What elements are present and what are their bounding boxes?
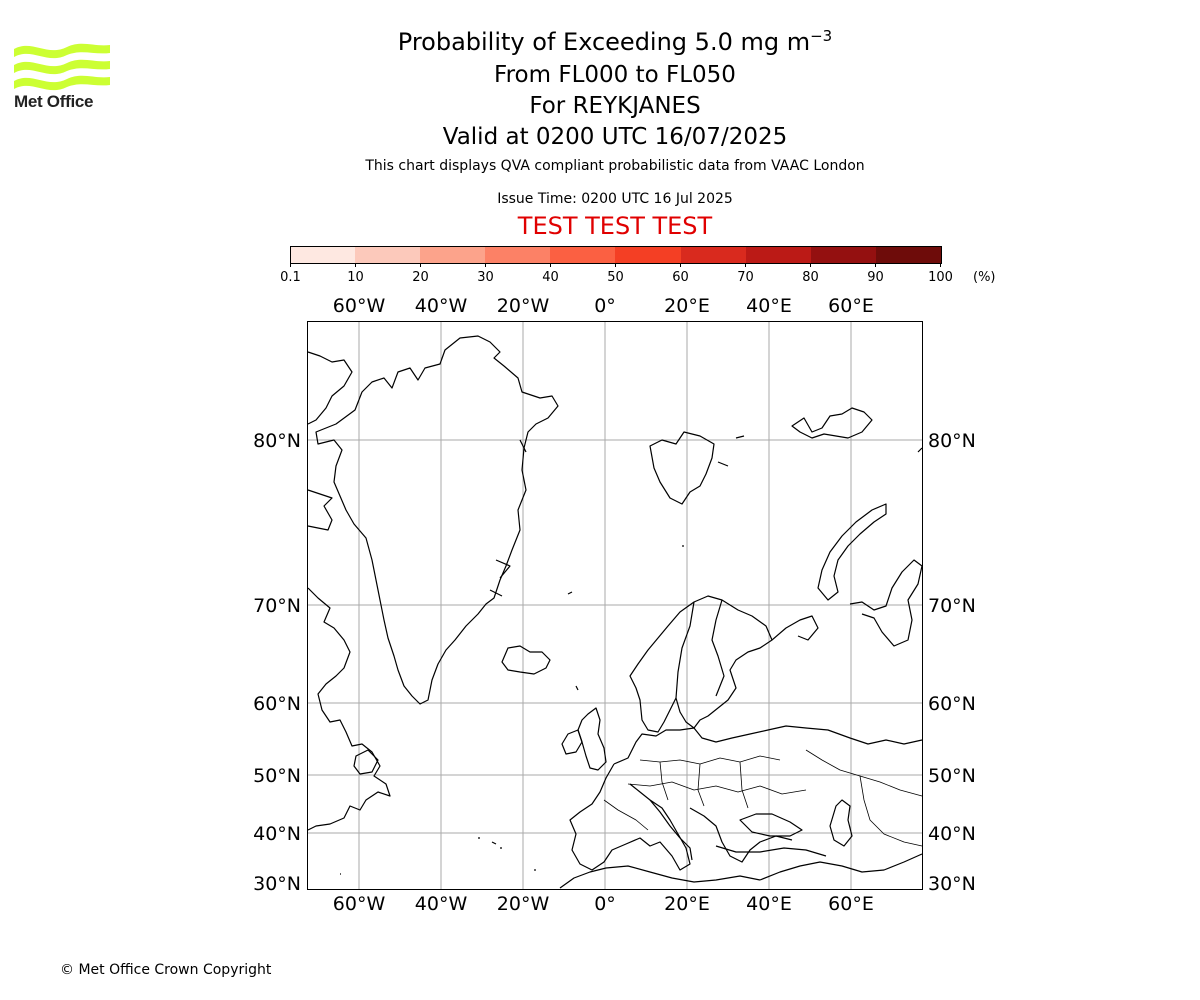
longitude-labels-top (333, 295, 874, 317)
latitude-label: 30°N (253, 873, 301, 895)
colorbar-tick-label: 90 (867, 270, 884, 285)
latitude-label: 40°N (253, 823, 301, 845)
latitude-labels-right (928, 430, 976, 895)
longitude-label: 40°W (414, 893, 468, 915)
copyright-notice: © Met Office Crown Copyright (60, 962, 272, 978)
longitude-labels-bottom (333, 893, 874, 915)
longitude-label: 0° (594, 295, 616, 317)
test-banner: TEST TEST TEST (517, 212, 713, 240)
azores (478, 838, 502, 848)
colorbar-tick-label: 100 (928, 270, 953, 285)
longitude-label: 40°E (746, 295, 792, 317)
longitude-label: 60°E (828, 295, 874, 317)
turkey (716, 846, 826, 856)
colorbar-tick-label: 80 (802, 270, 819, 285)
iceland-coast (502, 646, 550, 674)
met-office-wordmark: Met Office (14, 92, 94, 111)
colorbar-unit: (%) (973, 270, 996, 285)
latitude-label: 40°N (928, 823, 976, 845)
latitude-label: 30°N (928, 873, 976, 895)
flight-level-range: From FL000 to FL050 (494, 62, 736, 88)
greenland-fjords (490, 440, 526, 596)
europe-mainland (614, 726, 922, 764)
colorbar-tick-label: 70 (737, 270, 754, 285)
ireland-coast (562, 730, 582, 754)
latitude-label: 50°N (928, 765, 976, 787)
franz-josef-land (792, 408, 872, 438)
colorbar-tick-label: 40 (542, 270, 559, 285)
latitude-label: 70°N (928, 595, 976, 617)
longitude-label: 60°E (828, 893, 874, 915)
kola-white-sea (772, 616, 818, 640)
sweden-norway-border (676, 602, 694, 698)
longitude-label: 20°W (496, 893, 550, 915)
longitude-label: 0° (594, 893, 616, 915)
novaya-zemlya (818, 504, 886, 600)
longitude-label: 60°W (332, 893, 386, 915)
longitude-label: 20°E (664, 893, 710, 915)
colorbar-tick-label: 30 (477, 270, 494, 285)
caspian-sea (830, 800, 852, 846)
gridlines (308, 322, 922, 889)
valid-time: Valid at 0200 UTC 16/07/2025 (442, 124, 788, 150)
latitude-label: 80°N (928, 430, 976, 452)
longitude-label: 20°W (496, 295, 550, 317)
latitude-label: 60°N (928, 693, 976, 715)
latitude-labels-left (253, 430, 301, 895)
colorbar-tick-label: 50 (607, 270, 624, 285)
longitude-label: 60°W (332, 295, 386, 317)
siberia-coast (850, 560, 922, 646)
severnaya-zemlya (918, 448, 922, 452)
issue-time: Issue Time: 0200 UTC 16 Jul 2025 (497, 191, 733, 207)
colorbar-tick-label: 10 (347, 270, 364, 285)
longitude-label: 40°E (746, 893, 792, 915)
volcano-name: For REYKJANES (529, 93, 701, 119)
chart-description: This chart displays QVA compliant probabilistic data from VAAC London (365, 158, 865, 174)
scandinavia-coast (630, 596, 772, 732)
greenland-coast (316, 336, 558, 704)
longitude-label: 20°E (664, 295, 710, 317)
colorbar-tick-label: 60 (672, 270, 689, 285)
colorbar-tick-label: 0.1 (280, 270, 301, 285)
colorbar-tick-label: 20 (412, 270, 429, 285)
latitude-label: 70°N (253, 595, 301, 617)
italy (650, 800, 692, 860)
middle-east (760, 854, 922, 880)
latitude-label: 80°N (253, 430, 301, 452)
title-exponent: −3 (810, 27, 833, 45)
faroe-islands (576, 686, 578, 690)
svalbard-coast (650, 432, 714, 504)
title-text: Probability of Exceeding 5.0 mg m (397, 28, 811, 56)
great-britain-coast (578, 708, 606, 770)
ellesmere-coast (308, 352, 352, 424)
labrador-coast (308, 588, 390, 830)
coastlines (308, 336, 922, 888)
latitude-label: 60°N (253, 693, 301, 715)
longitude-label: 40°W (414, 295, 468, 317)
latitude-label: 50°N (253, 765, 301, 787)
jan-mayen (568, 592, 572, 594)
baffin-coast (308, 490, 332, 530)
newfoundland-coast (354, 750, 378, 774)
finland-border (712, 600, 724, 696)
